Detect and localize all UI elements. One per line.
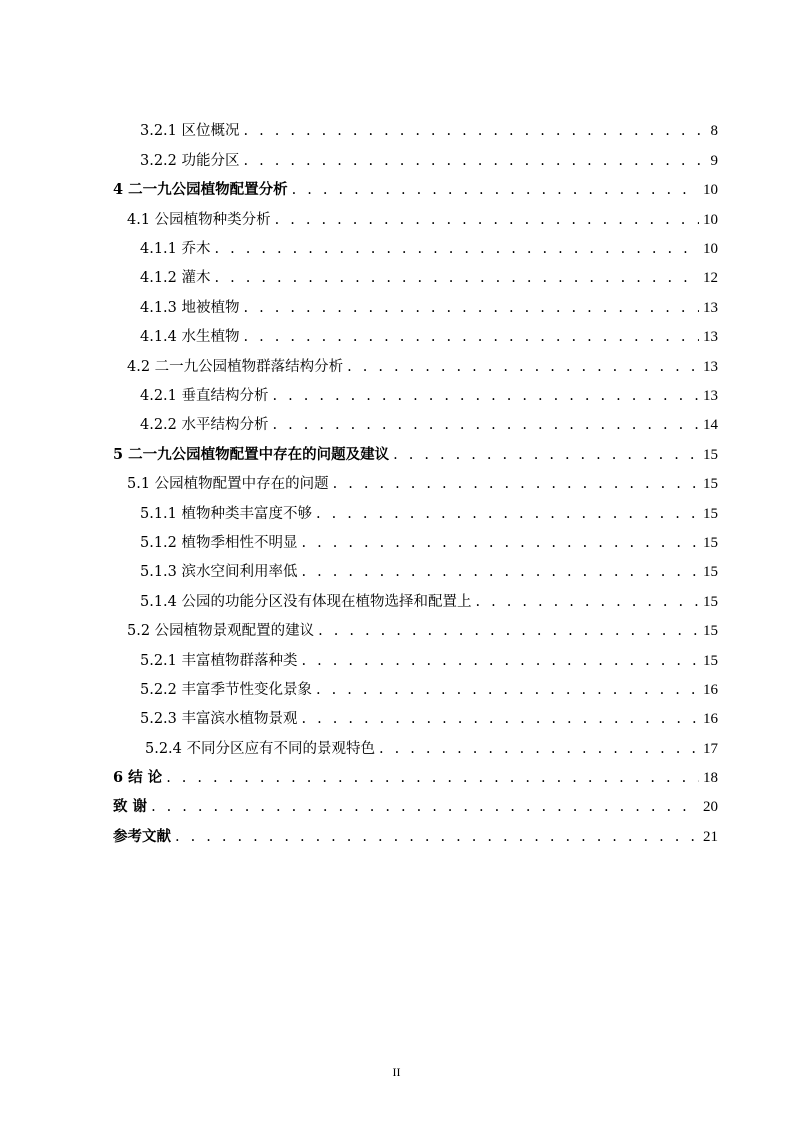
toc-entry-label: 参考文献 <box>113 828 171 845</box>
toc-entry-5-2[interactable] <box>127 621 718 641</box>
toc-entry-page: 15 <box>703 653 718 669</box>
toc-entry-page: 20 <box>703 799 718 815</box>
toc-entry-page: 15 <box>703 506 718 522</box>
toc-leader-dots <box>215 239 699 259</box>
toc-entry-label: 4.2.2 水平结构分析 <box>140 417 269 433</box>
toc-entry-5-1[interactable] <box>127 474 718 494</box>
toc-entry-label: 3.2.1 区位概况 <box>140 123 240 139</box>
toc-entry-page: 10 <box>703 241 718 257</box>
toc-entry-4-2-2[interactable] <box>140 415 718 435</box>
toc-entry-4-2-1[interactable] <box>140 386 718 406</box>
toc-entry-label: 5.2.4 不同分区应有不同的景观特色 <box>145 741 376 757</box>
toc-entry-label: 5.2.3 丰富滨水植物景观 <box>140 711 298 727</box>
toc-entry-page: 15 <box>703 535 718 551</box>
toc-entry-label: 5.1.2 植物季相性不明显 <box>140 535 298 551</box>
toc-entry-page: 16 <box>703 682 718 698</box>
toc-entry-5-2-3[interactable] <box>140 709 718 729</box>
toc-entry-5-2-1[interactable] <box>140 651 718 671</box>
toc-entry-page: 8 <box>710 123 718 139</box>
toc-references[interactable] <box>113 827 718 847</box>
toc-entry-page: 13 <box>703 329 718 345</box>
toc-entry-label: 4.1 公园植物种类分析 <box>127 212 271 228</box>
toc-entry-page: 18 <box>703 770 718 786</box>
toc-leader-dots <box>393 445 699 465</box>
toc-leader-dots <box>151 797 699 817</box>
toc-leader-dots <box>244 151 707 171</box>
toc-entry-page: 9 <box>710 153 718 169</box>
toc-entry-page: 15 <box>703 594 718 610</box>
toc-leader-dots <box>244 121 707 141</box>
toc-leader-dots <box>333 474 699 494</box>
toc-leader-dots <box>244 327 699 347</box>
toc-entry-4-1-2[interactable] <box>140 268 718 288</box>
toc-entry-label: 5.1.3 滨水空间利用率低 <box>140 564 298 580</box>
toc-acknowledgements[interactable] <box>113 797 718 817</box>
page-number: II <box>392 1065 401 1079</box>
toc-entry-5-1-2[interactable] <box>140 533 718 553</box>
toc-leader-dots <box>244 298 699 318</box>
toc-entry-label: 5.1 公园植物配置中存在的问题 <box>127 476 329 492</box>
toc-entry-3-2-1[interactable] <box>140 121 718 141</box>
toc-leader-dots <box>318 621 699 641</box>
toc-leader-dots <box>302 533 699 553</box>
toc-entry-page: 17 <box>703 741 718 757</box>
toc-entry-page: 16 <box>703 711 718 727</box>
toc-entry-5-1-1[interactable] <box>140 504 718 524</box>
toc-entry-label: 3.2.2 功能分区 <box>140 153 240 169</box>
toc-entry-4-1-4[interactable] <box>140 327 718 347</box>
toc-entry-label: 5.2.2 丰富季节性变化景象 <box>140 682 313 698</box>
toc-leader-dots <box>347 357 699 377</box>
toc-entry-5-2-4[interactable] <box>145 739 718 759</box>
toc-entry-page: 21 <box>703 829 718 845</box>
toc-entry-label: 致 谢 <box>113 798 148 815</box>
toc-entry-3-2-2[interactable] <box>140 151 718 171</box>
toc-entry-5-2-2[interactable] <box>140 680 718 700</box>
toc-leader-dots <box>316 680 699 700</box>
toc-entry-page: 10 <box>703 182 718 198</box>
toc-entry-page: 14 <box>703 417 718 433</box>
toc-leader-dots <box>175 827 699 847</box>
toc-leader-dots <box>379 739 699 759</box>
toc-entry-label: 5 二一九公园植物配置中存在的问题及建议 <box>113 446 390 463</box>
toc-entry-label: 4.1.2 灌木 <box>140 270 211 286</box>
toc-entry-page: 15 <box>703 564 718 580</box>
toc-leader-dots <box>302 562 699 582</box>
toc-entry-5-1-4[interactable] <box>140 592 718 612</box>
toc-entry-5-1-3[interactable] <box>140 562 718 582</box>
toc-entry-label: 4.2.1 垂直结构分析 <box>140 388 269 404</box>
toc-leader-dots <box>316 504 699 524</box>
toc-entry-label: 5.2 公园植物景观配置的建议 <box>127 623 315 639</box>
toc-entry-page: 13 <box>703 359 718 375</box>
toc-entry-page: 15 <box>703 623 718 639</box>
toc-entry-page: 13 <box>703 300 718 316</box>
toc-entry-page: 13 <box>703 388 718 404</box>
toc-entry-page: 15 <box>703 447 718 463</box>
toc-chapter-5[interactable] <box>113 445 718 465</box>
toc-leader-dots <box>273 415 699 435</box>
toc-entry-4-2[interactable] <box>127 357 718 377</box>
toc-entry-label: 5.2.1 丰富植物群落种类 <box>140 653 298 669</box>
toc-entry-label: 4.1.1 乔木 <box>140 241 211 257</box>
toc-entry-4-1-3[interactable] <box>140 298 718 318</box>
toc-chapter-6[interactable] <box>113 768 718 788</box>
toc-leader-dots <box>292 180 699 200</box>
toc-leader-dots <box>273 386 699 406</box>
toc-entry-page: 15 <box>703 476 718 492</box>
toc-leader-dots <box>302 651 699 671</box>
toc-leader-dots <box>215 268 699 288</box>
toc-entry-4-1-1[interactable] <box>140 239 718 259</box>
toc-leader-dots <box>302 709 699 729</box>
toc-entry-4-1[interactable] <box>127 210 718 230</box>
toc-entry-label: 4.1.3 地被植物 <box>140 300 240 316</box>
toc-entry-page: 10 <box>703 212 718 228</box>
toc-entry-label: 4.2 二一九公园植物群落结构分析 <box>127 359 344 375</box>
toc-entry-label: 5.1.4 公园的功能分区没有体现在植物选择和配置上 <box>140 594 472 610</box>
toc-entry-label: 6 结 论 <box>113 769 163 786</box>
toc-entry-label: 5.1.1 植物种类丰富度不够 <box>140 506 313 522</box>
toc-leader-dots <box>275 210 699 230</box>
toc-chapter-4[interactable] <box>113 180 718 200</box>
toc-entry-label: 4 二一九公园植物配置分析 <box>113 181 288 198</box>
toc-leader-dots <box>476 592 699 612</box>
toc-leader-dots <box>166 768 699 788</box>
toc-entry-label: 4.1.4 水生植物 <box>140 329 240 345</box>
toc-entry-page: 12 <box>703 270 718 286</box>
